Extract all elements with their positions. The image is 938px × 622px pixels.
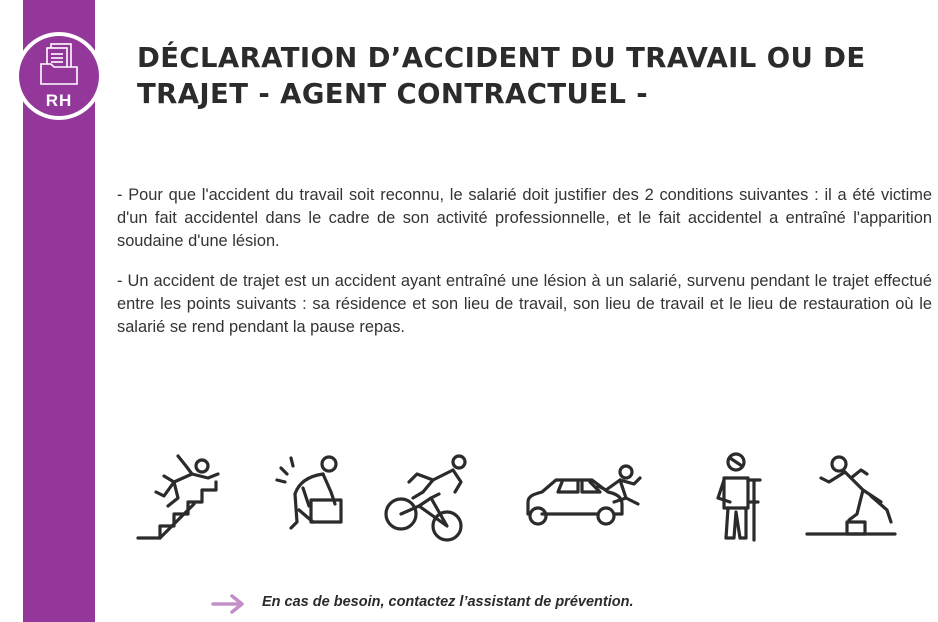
injured-person-crutch-icon bbox=[710, 450, 770, 546]
back-injury-lifting-icon bbox=[273, 452, 353, 542]
car-pedestrian-accident-icon bbox=[522, 458, 650, 530]
logo-text: RH bbox=[45, 91, 73, 110]
fall-on-stairs-icon bbox=[134, 446, 234, 542]
folder-documents-icon bbox=[37, 42, 81, 88]
bicycle-accident-icon bbox=[383, 452, 473, 544]
arrow-right-icon bbox=[210, 592, 246, 616]
paragraph-work-accident: - Pour que l'accident du travail soit reconnu, le salarié doit justifier des 2 conditions suivantes : il a été victime d'un fait accidentel dans le cadre de son activité professionnelle, et le fait accidentel a entraîné l'apparition soudaine d'une lésion. bbox=[117, 186, 932, 250]
rh-logo bbox=[15, 32, 103, 120]
page-title: DÉCLARATION D’ACCIDENT DU TRAVAIL OU DE TRAJET - AGENT CONTRACTUEL - bbox=[137, 42, 866, 110]
footer-contact-note: En cas de besoin, contactez l’assistant de prévention. bbox=[262, 594, 634, 610]
paragraph-commute-accident: - Un accident de trajet est un accident ayant entraîné une lésion à un salarié, survenu pendant le trajet effectué entre les points suivants : sa résidence et son lieu de travail, son lieu de travail et le lieu de restauration où le salarié se rend pendant la pause repas. bbox=[117, 272, 932, 336]
pictogram-row bbox=[0, 440, 938, 560]
trip-over-obstacle-icon bbox=[805, 452, 897, 542]
